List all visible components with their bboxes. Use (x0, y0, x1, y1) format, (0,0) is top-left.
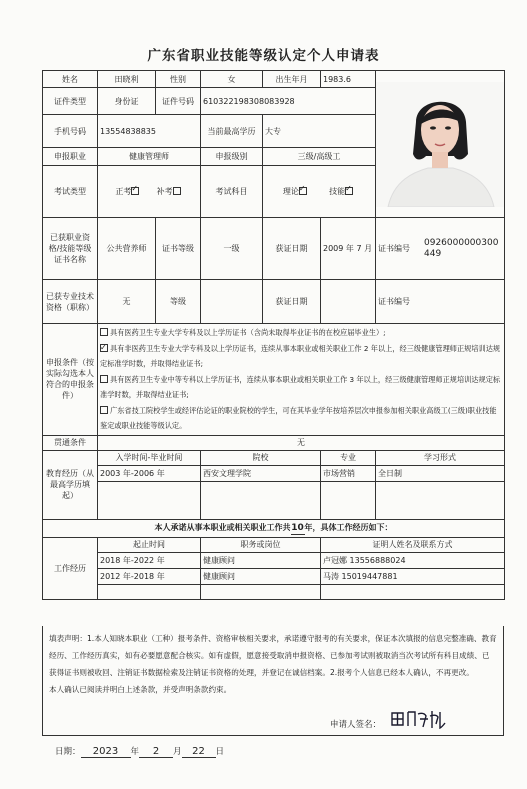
through-value: 无 (98, 435, 505, 450)
work-header-reference: 证明人姓名及联系方式 (321, 537, 505, 552)
phone-label: 手机号码 (43, 115, 98, 148)
condition-checkbox[interactable] (100, 375, 108, 383)
date-month: 2 (139, 746, 173, 758)
work-row-1-position: 健康顾问 (201, 552, 321, 568)
date-month-unit: 月 (173, 747, 182, 757)
id-type-value: 身份证 (98, 88, 156, 115)
work-row-2-time: 2012 年-2018 年 (98, 568, 201, 584)
handwritten-signature (388, 708, 448, 730)
edu-school: 西安文理学院 (201, 465, 321, 481)
title-no-cell (376, 280, 505, 324)
exam-type-label: 考试类型 (43, 166, 98, 218)
applicant-photo (376, 82, 504, 207)
edu-empty-cell (321, 481, 376, 519)
conditions-label: 申报条件（按实际勾选本人符合的申报条件） (43, 324, 98, 436)
condition-item (100, 403, 502, 434)
edu-header-form: 学习形式 (376, 450, 505, 465)
through-label: 贯通条件 (43, 435, 98, 450)
cert-label: 已获职业资格/技能等级证书名称 (43, 218, 98, 280)
work-row-2-reference: 马涛 15019447881 (321, 568, 505, 584)
regular-checkbox[interactable] (131, 187, 139, 195)
cert-date-value: 2009 年 7 月 (321, 218, 376, 280)
edu-header-school: 院校 (201, 450, 321, 465)
condition-text: 广东省技工院校学生或经评估论证的职业院校的学生，可在其毕业学年按培养层次申报参加相关职业高级工(三级)职业技能鉴定或职业技能等级认定。 (100, 405, 497, 430)
commitment-years: 10 (291, 522, 304, 533)
birth-value: 1983.6 (321, 71, 376, 88)
work-label: 工作经历 (43, 537, 98, 599)
form-title: 广东省职业技能等级认定个人申请表 (147, 48, 380, 64)
work-row-2-position: 健康顾问 (201, 568, 321, 584)
cert-name-value: 公共营养师 (98, 218, 156, 280)
date-day-unit: 日 (215, 747, 225, 757)
edu-label: 当前最高学历 (201, 115, 263, 148)
condition-text: 具有医药卫生专业中等专科以上学历证书，连续从事本职业或相关职业工作 3 年以上，经三级健康管理师正规培训达规定标准学时数，并取得结业证书; (100, 374, 501, 399)
subject-options (263, 166, 376, 218)
makeup-checkbox[interactable] (173, 187, 181, 195)
edu-header-time: 入学时间-毕业时间 (98, 450, 201, 465)
skill-option-label: 技能 (329, 187, 346, 196)
work-empty-cell (98, 584, 201, 599)
condition-checkbox[interactable] (100, 344, 108, 352)
condition-item (100, 325, 502, 341)
work-empty-cell (201, 584, 321, 599)
edu-empty-cell (201, 481, 321, 519)
cert-no-label: 证书编号 (378, 244, 410, 253)
date-year: 2023 (81, 746, 131, 758)
work-header-position: 职务或岗位 (201, 537, 321, 552)
level-value: 三级/高级工 (263, 148, 376, 166)
job-value: 健康管理师 (98, 148, 201, 166)
work-commitment (43, 519, 505, 537)
declaration-text: 填表声明：1.本人知晓本职业（工种）报考条件、资格审核相关要求，承诺遵守报考的有关要求，保证本次填报的信息完整准确、教育经历、工作经历真实，如有必要愿意配合核实。如有虚假，愿意接受取消申报资格、已参加考试则被取消当次考试所有科目成绩、已获得证书则被收回、注销证书数据检索及注销证书资格的处理，并登记在诚信档案。2.报考个人信息已经本人确认，不再更改。 (49, 634, 497, 677)
edu-form: 全日制 (376, 465, 505, 481)
condition-checkbox[interactable] (100, 406, 108, 414)
title-grade-value (201, 280, 263, 324)
conditions-list (98, 324, 505, 436)
job-label: 申报职业 (43, 148, 98, 166)
skill-checkbox[interactable] (345, 187, 353, 195)
name-value: 田晓利 (98, 71, 156, 88)
cert-grade-value: 一级 (201, 218, 263, 280)
photo-cell (376, 71, 505, 218)
gender-label: 性别 (156, 71, 201, 88)
id-type-label: 证件类型 (43, 88, 98, 115)
edu-major: 市场营销 (321, 465, 376, 481)
edu-empty-cell (376, 481, 505, 519)
name-label: 姓名 (43, 71, 98, 88)
signature-label: 申请人签名： (330, 720, 382, 730)
edu-header-major: 专业 (321, 450, 376, 465)
cert-grade-label: 证书等级 (156, 218, 201, 280)
gender-value: 女 (201, 71, 263, 88)
date-year-unit: 年 (130, 747, 140, 757)
cert-no-value: 0926000000300449 (424, 237, 499, 259)
condition-text: 具有医药卫生专业大学专科及以上学历证书（含尚未取得毕业证书的在校应届毕业生）; (110, 328, 386, 337)
work-row-1-time: 2018 年-2022 年 (98, 552, 201, 568)
makeup-option-label: 补考 (156, 187, 173, 196)
condition-checkbox[interactable] (100, 328, 108, 336)
commitment-prefix: 本人承诺从事本职业或相关职业工作共 (154, 522, 291, 532)
theory-option-label: 理论 (282, 187, 299, 196)
theory-checkbox[interactable] (299, 187, 307, 195)
condition-item (100, 341, 502, 372)
subject-label: 考试科目 (201, 166, 263, 218)
birth-label: 出生年月 (263, 71, 321, 88)
title-label: 已获专业技术资格（职称） (43, 280, 98, 324)
work-empty-cell (321, 584, 505, 599)
title-no-label: 证书编号 (378, 297, 410, 306)
edu-empty-cell (98, 481, 201, 519)
form-table (42, 70, 505, 600)
work-header-time: 起止时间 (98, 537, 201, 552)
phone-value: 13554838835 (98, 115, 201, 148)
exam-type-options (98, 166, 201, 218)
title-date-label: 获证日期 (263, 280, 321, 324)
regular-option-label: 正考 (115, 187, 132, 196)
title-grade-label: 等级 (156, 280, 201, 324)
edu-time: 2003 年-2006 年 (98, 465, 201, 481)
commitment-suffix: 年，具体工作经历如下： (304, 522, 393, 532)
title-value: 无 (98, 280, 156, 324)
declaration-confirm: 本人确认已阅读并明白上述条款，并受声明条款约束。 (49, 685, 232, 694)
education-label: 教育经历（从最高学历填起） (43, 450, 98, 519)
edu-value: 大专 (263, 115, 376, 148)
work-row-1-reference: 卢冠娜 13556888024 (321, 552, 505, 568)
level-label: 申报级别 (201, 148, 263, 166)
condition-text: 具有非医药卫生专业大学专科及以上学历证书，连续从事本职业或相关职业工作 2 年以上，经三级健康管理师正规培训达规定标准学时数，并取得结业证书; (100, 343, 501, 368)
date-day: 22 (182, 746, 216, 758)
cert-date-label: 获证日期 (263, 218, 321, 280)
id-no-value: 610322198308083928 (201, 88, 376, 115)
id-no-label: 证件号码 (156, 88, 201, 115)
date-line (55, 745, 224, 758)
date-label: 日期： (55, 747, 81, 757)
condition-item (100, 372, 502, 403)
title-date-value (321, 280, 376, 324)
cert-no-cell (376, 218, 505, 280)
